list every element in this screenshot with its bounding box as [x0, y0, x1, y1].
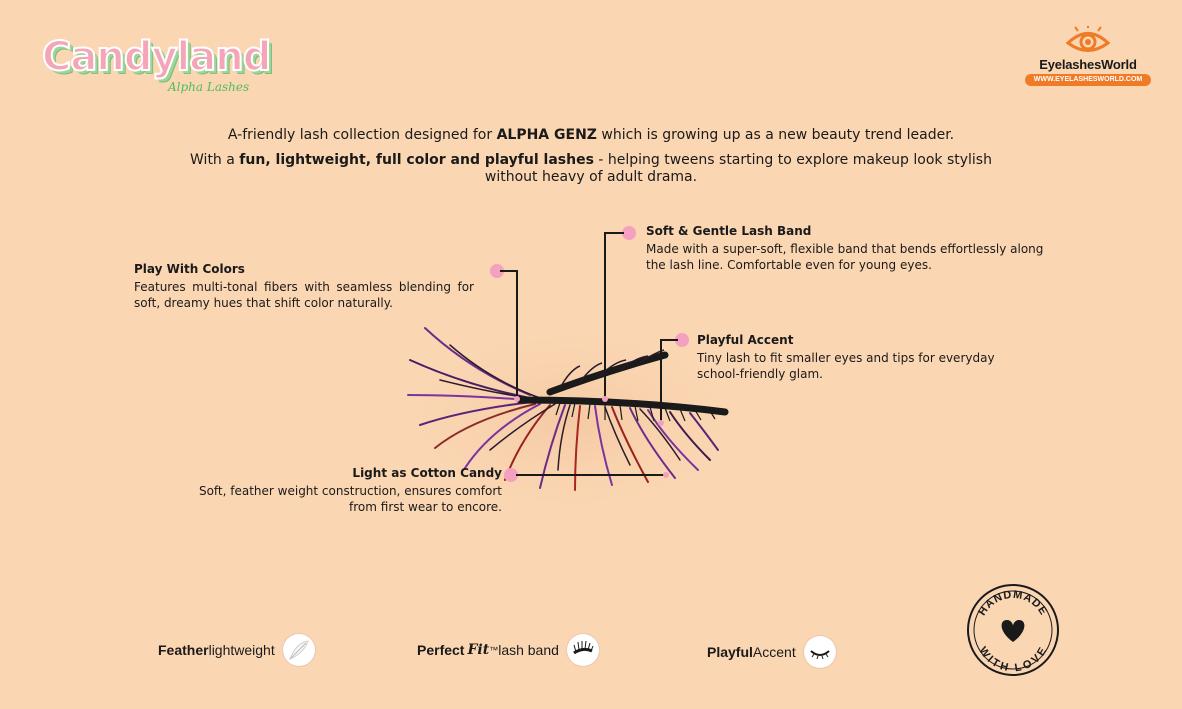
callout-leader-line [604, 232, 624, 234]
intro-line1-pre: A-friendly lash collection designed for [227, 127, 497, 143]
feature-playful-accent [707, 636, 836, 668]
callout-title: Light as Cotton Candy [352, 466, 502, 480]
callout-title: Play With Colors [134, 262, 245, 276]
feature-bold: Perfect [417, 642, 465, 658]
callout-body: Features multi-tonal fibers with seamless blending for soft, dreamy hues that shift color naturally. [134, 280, 474, 310]
callout-leader-line [604, 232, 606, 400]
callout-anchor-dot [602, 396, 608, 402]
intro-line-2 [150, 152, 1032, 169]
callout-title: Soft & Gentle Lash Band [646, 224, 812, 238]
eyelashesworld-logo [1024, 26, 1152, 96]
partner-url: WWW.EYELASHESWORLD.COM [1025, 74, 1151, 86]
handmade-with-love-badge [965, 582, 1061, 678]
feature-feather-lightweight [158, 634, 315, 666]
callout-leader-line [516, 270, 518, 400]
heart-icon [1002, 620, 1025, 642]
logo-subtitle: Alpha Lashes [168, 80, 250, 94]
callout-leader-line [516, 474, 666, 476]
callout-body: Made with a super-soft, flexible band that bends effortlessly along the lash line. Comfortable even for young eyes. [646, 242, 1044, 272]
callout-body: Tiny lash to fit smaller eyes and tips for everyday school-friendly glam. [697, 351, 995, 381]
callout-anchor-dot [663, 472, 669, 478]
intro-line2-post: - helping tweens starting to explore makeup look stylish [593, 152, 992, 168]
candyland-logo [40, 30, 270, 105]
callout-leader-line [660, 339, 662, 424]
partner-name: EyelashesWorld [1039, 57, 1137, 72]
feather-icon [283, 634, 315, 666]
lash-band-icon [567, 634, 599, 666]
trademark-symbol: ™ [489, 645, 499, 655]
intro-line-1 [150, 127, 1032, 144]
callout-anchor-dot [514, 396, 520, 402]
badge-bottom-text: WITH LOVE [976, 644, 1050, 675]
callout-anchor-dot [658, 420, 664, 426]
feature-bold: Feather [158, 642, 209, 658]
intro-line1-bold: ALPHA GENZ [496, 127, 597, 143]
intro-line1-post: which is growing up as a new beauty trend leader. [596, 127, 955, 143]
closed-eye-icon [804, 636, 836, 668]
callout-title: Playful Accent [697, 333, 794, 347]
callout-play-with-colors [134, 262, 474, 311]
badge-top-text: HANDMADE [976, 588, 1050, 618]
logo-wordmark: Candyland [42, 34, 271, 80]
feature-rest: lightweight [208, 642, 275, 658]
feature-rest: lash band [498, 642, 559, 658]
feature-bold: Playful [707, 644, 753, 660]
intro-line2-bold: fun, lightweight, full color and playful lashes [239, 152, 594, 168]
eye-icon [1064, 26, 1112, 56]
callout-playful-accent [697, 333, 1027, 382]
callout-body: Soft, feather weight construction, ensures comfort from first wear to encore. [198, 484, 502, 514]
callout-lash-band [646, 224, 1046, 273]
feature-script: Fit [467, 642, 490, 658]
callout-marker-dot [622, 226, 636, 240]
callout-leader-line [660, 339, 678, 341]
intro-line-3: without heavy of adult drama. [484, 169, 698, 185]
intro-line2-pre: With a [190, 152, 240, 168]
callout-cotton-candy [180, 466, 502, 515]
feature-perfect-fit [417, 634, 599, 666]
feature-rest: Accent [752, 644, 796, 660]
